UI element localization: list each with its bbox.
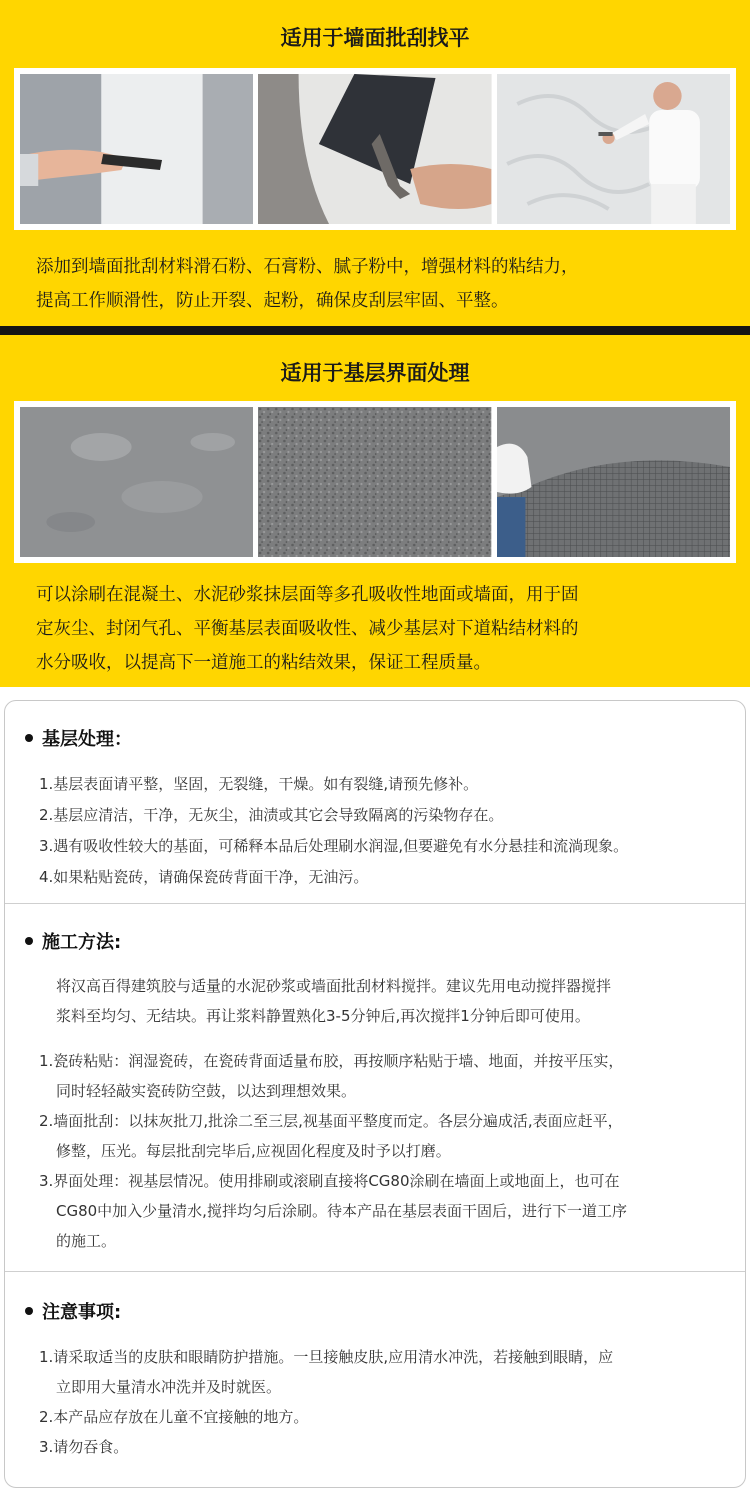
interface-treatment-photos bbox=[14, 401, 736, 563]
precautions-line: 1.请采取适当的皮肤和眼睛防护措施。一旦接触皮肤,应用清水冲洗，若接触到眼睛，应 bbox=[39, 1348, 614, 1366]
precautions-heading bbox=[25, 1298, 121, 1324]
bullet-icon bbox=[25, 1307, 33, 1315]
construction-line: 同时轻轻敲实瓷砖防空鼓，以达到理想效果。 bbox=[56, 1082, 357, 1100]
base-treatment-heading bbox=[25, 725, 132, 751]
photo-mesh-coating bbox=[497, 407, 730, 557]
text-line: 可以涂刷在混凝土、水泥砂浆抹层面等多孔吸收性地面或墙面，用于固 bbox=[36, 585, 579, 605]
construction-line: 1.瓷砖粘贴：润湿瓷砖，在瓷砖背面适量布胶，再按顺序粘贴于墙、地面，并按平压实， bbox=[39, 1052, 624, 1070]
base-treatment-heading-text: 基层处理： bbox=[42, 729, 132, 750]
photo-worker-plastering bbox=[497, 74, 730, 224]
bullet-icon bbox=[25, 734, 33, 742]
block-divider bbox=[5, 1271, 745, 1272]
text-line: 添加到墙面批刮材料滑石粉、石膏粉、腻子粉中，增强材料的粘结力， bbox=[36, 257, 579, 277]
precautions-line: 3.请勿吞食。 bbox=[39, 1438, 129, 1456]
text-line: 提高工作顺滑性，防止开裂、起粉，确保皮刮层牢固、平整。 bbox=[36, 291, 509, 311]
base-treatment-line: 2.基层应清洁，干净，无灰尘，油渍或其它会导致隔离的污染物存在。 bbox=[39, 806, 504, 824]
construction-line: 2.墙面批刮：以抹灰批刀,批涂二至三层,视基面平整度而定。各层分遍成活,表面应赶平， bbox=[39, 1112, 623, 1130]
construction-line: 的施工。 bbox=[56, 1232, 117, 1250]
construction-line: 3.界面处理：视基层情况。使用排刷或滚刷直接将CG80涂刷在墙面上或地面上，也可在 bbox=[39, 1172, 620, 1190]
wall-scraping-photos bbox=[14, 68, 736, 230]
photo-trowel-close-up bbox=[258, 74, 491, 224]
wall-scraping-title: 适用于墙面批刮找平 bbox=[280, 26, 470, 50]
wall-scraping-section bbox=[0, 0, 750, 326]
wall-scraping-description bbox=[36, 250, 726, 318]
precautions-line: 2.本产品应存放在儿童不宜接触的地方。 bbox=[39, 1408, 309, 1426]
precautions-line: 立即用大量清水冲洗并及时就医。 bbox=[56, 1378, 282, 1396]
construction-intro-line: 浆料至均匀、无结块。再让浆料静置熟化3-5分钟后,再次搅拌1分钟后即可使用。 bbox=[56, 1007, 590, 1025]
construction-heading-text: 施工方法: bbox=[42, 932, 122, 953]
text-line: 水分吸收，以提高下一道施工的粘结效果，保证工程质量。 bbox=[36, 653, 491, 673]
construction-line: CG80中加入少量清水,搅拌均匀后涂刷。待本产品在基层表面干固后，进行下一道工序 bbox=[56, 1202, 627, 1220]
block-divider bbox=[5, 903, 745, 904]
photo-rough-mortar-surface bbox=[258, 407, 491, 557]
interface-treatment-description bbox=[36, 578, 726, 680]
interface-treatment-section bbox=[0, 335, 750, 687]
construction-heading bbox=[25, 928, 121, 954]
text-line: 定灰尘、封闭气孔、平衡基层表面吸收性、减少基层对下道粘结材料的 bbox=[36, 619, 579, 639]
photo-hand-trowel-on-wall bbox=[20, 74, 253, 224]
base-treatment-line: 4.如果粘贴瓷砖，请确保瓷砖背面干净，无油污。 bbox=[39, 868, 369, 886]
base-treatment-line: 1.基层表面请平整，坚固，无裂缝，干燥。如有裂缝,请预先修补。 bbox=[39, 775, 479, 793]
instructions-card bbox=[4, 700, 746, 1488]
section-divider bbox=[0, 326, 750, 335]
construction-line: 修整，压光。每层批刮完毕后,应视固化程度及时予以打磨。 bbox=[56, 1142, 451, 1160]
interface-treatment-title: 适用于基层界面处理 bbox=[280, 361, 470, 385]
precautions-heading-text: 注意事项: bbox=[42, 1302, 122, 1323]
photo-concrete-surface bbox=[20, 407, 253, 557]
bullet-icon bbox=[25, 937, 33, 945]
base-treatment-line: 3.遇有吸收性较大的基面，可稀释本品后处理刷水润湿,但要避免有水分悬挂和流淌现象。 bbox=[39, 837, 629, 855]
construction-intro-line: 将汉高百得建筑胶与适量的水泥砂浆或墙面批刮材料搅拌。建议先用电动搅拌器搅拌 bbox=[56, 977, 612, 995]
